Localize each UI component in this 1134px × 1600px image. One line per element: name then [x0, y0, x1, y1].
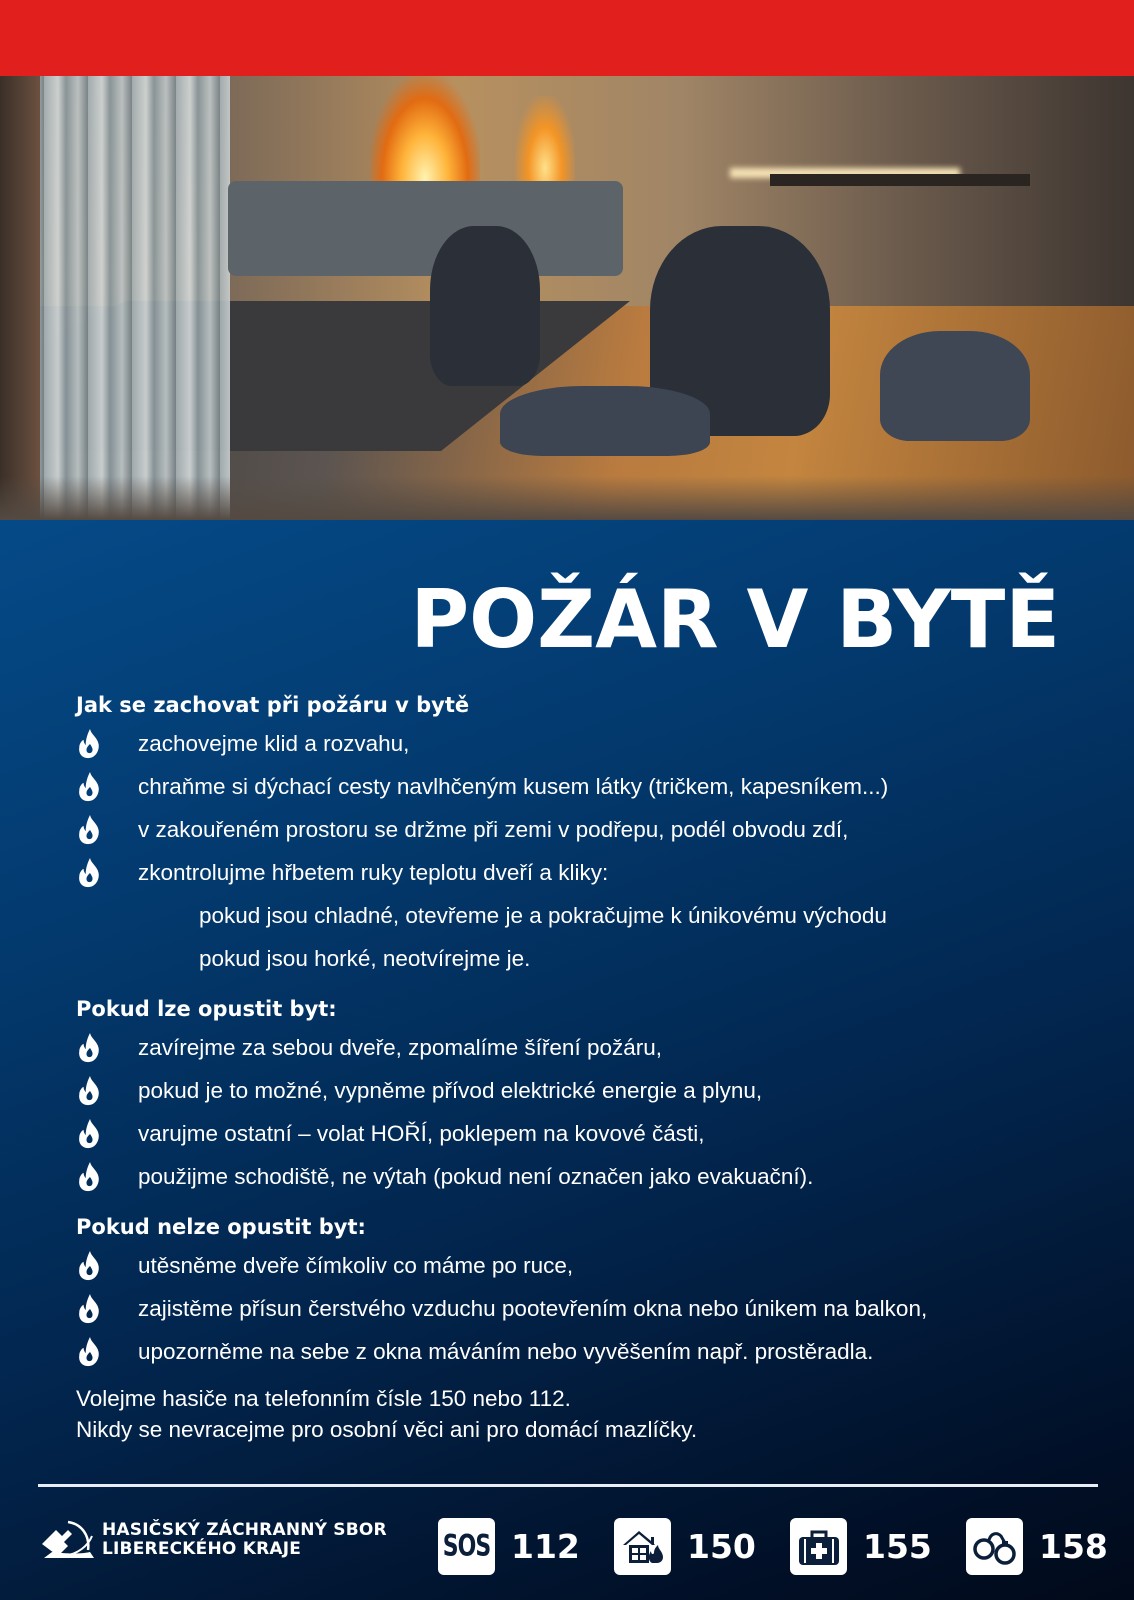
- flame-icon: [76, 729, 104, 759]
- sos-icon: SOS: [438, 1518, 495, 1575]
- flame-icon: [76, 1076, 104, 1106]
- photo-kitchen-table: [770, 174, 1030, 186]
- list-item-text: pokud je to možné, vypněme přívod elektrické energie a plynu,: [138, 1077, 763, 1103]
- flame-icon: [76, 1033, 104, 1063]
- emergency-number: 150: [687, 1527, 756, 1566]
- emergency-number: 155: [863, 1527, 932, 1566]
- instructions: [76, 690, 1076, 1445]
- list-item: [76, 1330, 1076, 1373]
- emergency-155: [790, 1518, 932, 1575]
- list-item: [76, 808, 1076, 851]
- list-item: [76, 1112, 1076, 1155]
- flame-icon: [76, 815, 104, 845]
- list-item-text: zavírejme za sebou dveře, zpomalíme šíření požáru,: [138, 1034, 662, 1060]
- org-name: [102, 1521, 387, 1559]
- flame-icon: [76, 1337, 104, 1367]
- section-heading: Pokud lze opustit byt:: [76, 997, 337, 1021]
- footer: [0, 1510, 1134, 1580]
- org-name-line1: HASIČSKÝ ZÁCHRANNÝ SBOR: [102, 1520, 387, 1540]
- photo-child-crawling: [880, 331, 1030, 441]
- emergency-number: 112: [511, 1527, 580, 1566]
- photo-person-woman: [430, 226, 540, 386]
- list-item-text: v zakouřeném prostoru se držme při zemi v podřepu, podél obvodu zdí,: [138, 816, 849, 842]
- list-item-text: zachovejme klid a rozvahu,: [138, 730, 410, 756]
- flame-icon: [76, 1162, 104, 1192]
- org-logo: [38, 1518, 387, 1562]
- list-item-text: varujme ostatní – volat HOŘÍ, poklepem na kovové části,: [138, 1120, 705, 1146]
- page-title: POŽÁR V BYTĚ: [410, 573, 1060, 666]
- footer-divider: [38, 1484, 1098, 1487]
- flame-icon: [76, 772, 104, 802]
- hero-photo: [0, 76, 1134, 520]
- flame-icon: [76, 858, 104, 888]
- photo-sofa: [228, 181, 623, 276]
- emergency-112: [438, 1518, 580, 1575]
- sub-item: pokud jsou chladné, otevřeme je a pokračujme k únikovému východu: [199, 902, 887, 928]
- sub-item: pokud jsou horké, neotvírejme je.: [199, 945, 531, 971]
- list-item: [76, 1155, 1076, 1198]
- photo-bottom-shade: [0, 476, 1134, 520]
- section-heading: Pokud nelze opustit byt:: [76, 1215, 366, 1239]
- org-name-line2: LIBERECKÉHO KRAJE: [102, 1539, 302, 1559]
- list-item: [76, 1026, 1076, 1069]
- emergency-number: 158: [1039, 1527, 1108, 1566]
- list-item-text: chraňme si dýchací cesty navlhčeným kusem látky (tričkem, kapesníkem...): [138, 773, 889, 799]
- house-fire-icon: [614, 1518, 671, 1575]
- list-item-text: upozorněme na sebe z okna máváním nebo vyvěšením např. prostěradla.: [138, 1338, 874, 1364]
- photo-child-lying: [500, 386, 710, 456]
- flame-icon: [76, 1119, 104, 1149]
- list-item-text: zajistěme přísun čerstvého vzduchu pootevřením okna nebo únikem na balkon,: [138, 1295, 928, 1321]
- section-heading: Jak se zachovat při požáru v bytě: [76, 693, 470, 717]
- first-aid-kit-icon: [790, 1518, 847, 1575]
- list-item: [76, 765, 1076, 808]
- flame-icon: [76, 1251, 104, 1281]
- fire-brigade-emblem-icon: [38, 1518, 96, 1562]
- photo-curtain-edge: [0, 76, 40, 520]
- top-red-bar: [0, 0, 1134, 76]
- list-item: [76, 1069, 1076, 1112]
- list-item: [76, 722, 1076, 765]
- note-call: Volejme hasiče na telefonním čísle 150 nebo 112.: [76, 1386, 571, 1411]
- list-item-text: utěsněme dveře čímkoliv co máme po ruce,: [138, 1252, 574, 1278]
- list-item-text: zkontrolujme hřbetem ruky teplotu dveří a kliky:: [138, 859, 609, 885]
- emergency-150: [614, 1518, 756, 1575]
- note-never-return: Nikdy se nevracejme pro osobní věci ani pro domácí mazlíčky.: [76, 1417, 698, 1442]
- list-item: [76, 1287, 1076, 1330]
- list-item: [76, 1244, 1076, 1287]
- flame-icon: [76, 1294, 104, 1324]
- emergency-158: [966, 1518, 1108, 1575]
- handcuffs-icon: [966, 1518, 1023, 1575]
- list-item: [76, 851, 1076, 894]
- list-item-text: použijme schodiště, ne výtah (pokud není označen jako evakuační).: [138, 1163, 814, 1189]
